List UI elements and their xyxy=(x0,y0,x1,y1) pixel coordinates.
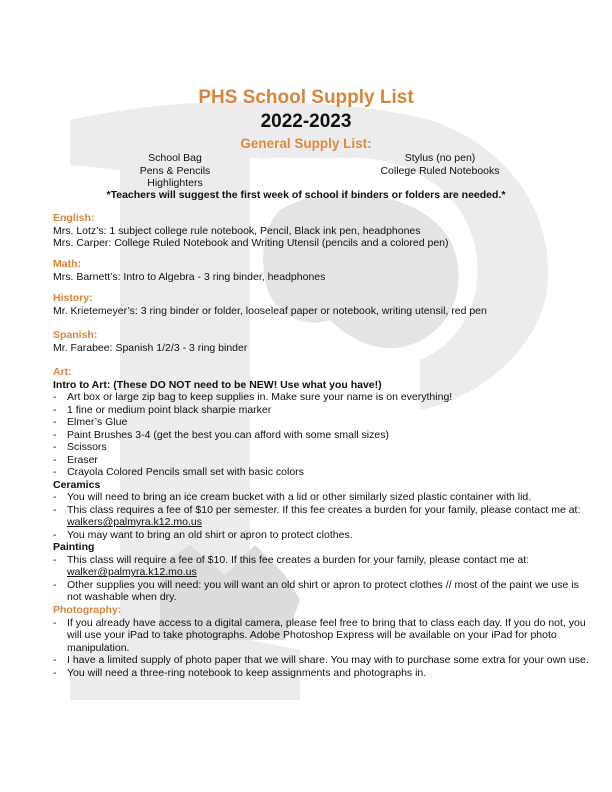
page-title: PHS School Supply List xyxy=(198,87,414,108)
supply-item: College Ruled Notebooks xyxy=(380,164,500,177)
fee-text: This class requires a fee of $10 per semester. If this fee creates a burden for your family, please contact me at: xyxy=(67,503,581,516)
history-heading: History: xyxy=(53,292,93,304)
math-section xyxy=(53,258,593,283)
supply-item: Highlighters xyxy=(147,177,203,189)
spanish-heading: Spanish: xyxy=(53,329,98,341)
list-item: - Art box or large zip bag to keep supplies in. Make sure your name is on everything! xyxy=(53,391,593,404)
supply-item: School Bag xyxy=(148,152,202,164)
list-item: - 1 fine or medium point black sharpie marker xyxy=(53,404,593,417)
list-item: - I have a limited supply of photo paper that we will share. You may with to purchase some extra for your own use. xyxy=(53,654,593,667)
math-heading: Math: xyxy=(53,258,81,270)
painting-list xyxy=(53,554,593,604)
english-line: Mrs. Lotz’s: 1 subject college rule notebook, Pencil, Black ink pen, headphones xyxy=(53,224,421,237)
list-item: - Elmer’s Glue xyxy=(53,416,593,429)
list-item: - Crayola Colored Pencils small set with basic colors xyxy=(53,466,593,479)
list-item: - Eraser xyxy=(53,454,593,467)
school-year: 2022-2023 xyxy=(260,111,352,132)
photography-section xyxy=(53,604,593,679)
math-line: Mrs. Barnett’s: Intro to Algebra - 3 ring binder, headphones xyxy=(53,270,326,283)
list-item: - You may want to bring an old shirt or apron to protect clothes. xyxy=(53,529,593,542)
general-supplies-right xyxy=(360,152,520,177)
ceramics-list xyxy=(53,491,593,541)
supply-item: Pens & Pencils xyxy=(139,164,211,177)
email-link[interactable]: walker@palmyra.k12.mo.us xyxy=(67,566,197,578)
history-line: Mr. Krietemeyer’s: 3 ring binder or folder, looseleaf paper or notebook, writing utensil, red pen xyxy=(53,304,487,317)
list-item: - If you already have access to a digital camera, please feel free to bring that to class each day. If you do not, you will use your iPad to take photographs. Adobe Photoshop Express will be available on your iPad for photo manipulation. xyxy=(53,617,593,655)
general-supplies-left xyxy=(115,152,235,190)
english-line: Mrs. Carper: College Ruled Notebook and Writing Utensil (pencils and a colored pen) xyxy=(53,237,449,249)
spanish-line: Mr. Farabee: Spanish 1/2/3 - 3 ring binder xyxy=(53,341,248,354)
email-link[interactable]: walkers@palmyra.k12.mo.us xyxy=(67,516,202,528)
list-item: - Other supplies you will need: you will want an old shirt or apron to protect clothes // most of the paint we use is not washable when dry. xyxy=(53,579,593,604)
binders-note: *Teachers will suggest the first week of school if binders or folders are needed.* xyxy=(106,189,506,201)
list-item xyxy=(53,554,593,579)
painting-heading: Painting xyxy=(53,541,95,553)
ceramics-heading: Ceramics xyxy=(53,478,101,491)
english-section xyxy=(53,212,593,250)
supply-item: Stylus (no pen) xyxy=(404,152,476,164)
general-supply-heading: General Supply List: xyxy=(240,136,372,151)
list-item: - Scissors xyxy=(53,441,593,454)
art-section xyxy=(53,366,593,604)
photography-list xyxy=(53,617,593,680)
list-item: - Paint Brushes 3-4 (get the best you can afford with some small sizes) xyxy=(53,429,593,442)
photography-heading: Photography: xyxy=(53,604,122,616)
art-heading: Art: xyxy=(53,366,72,378)
fee-text: This class will require a fee of $10. If this fee creates a burden for your family, please contact me at: xyxy=(67,553,530,566)
history-section xyxy=(53,292,593,317)
spanish-section xyxy=(53,329,593,354)
list-item: - You will need a three-ring notebook to keep assignments and photographs in. xyxy=(53,667,593,680)
english-heading: English: xyxy=(53,212,95,224)
intro-to-art-heading: Intro to Art: (These DO NOT need to be NEW! Use what you have!) xyxy=(53,378,382,391)
list-item: - You will need to bring an ice cream bucket with a lid or other similarly sized plastic container with lid. xyxy=(53,491,593,504)
intro-to-art-list xyxy=(53,391,593,479)
list-item xyxy=(53,504,593,529)
